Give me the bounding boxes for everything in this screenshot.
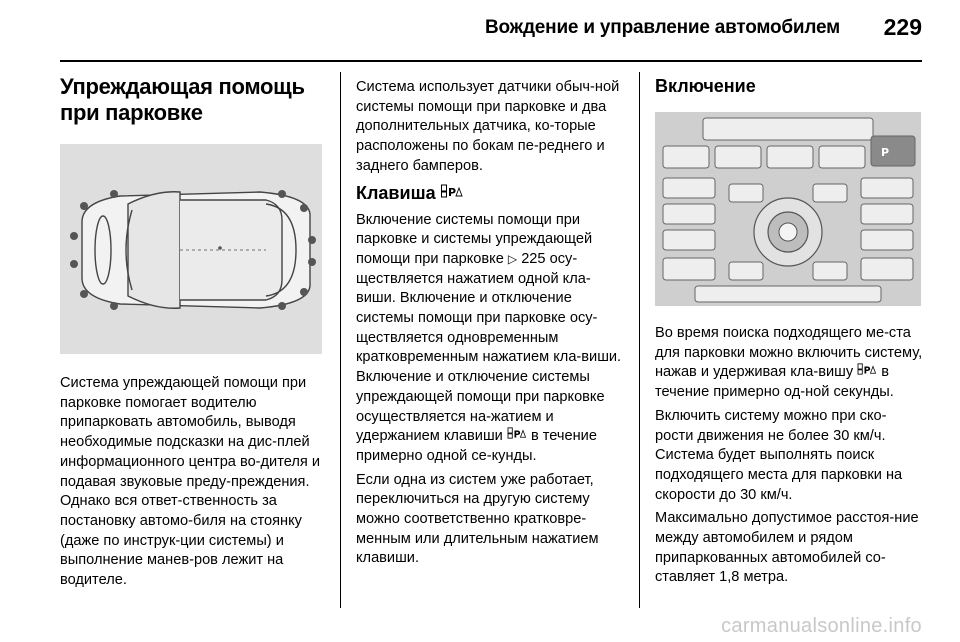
col2-para1 — [356, 211, 624, 467]
center-console-illustration — [655, 112, 921, 306]
col3-para2: Включить систему можно при ско-рости движения не более 30 км/ч. Система будет выполнять поиск подходящего места для парковки на скорости до 30 км/ч. — [655, 407, 903, 503]
parking-assist-key-icon — [507, 427, 527, 447]
svg-text:P: P — [513, 429, 520, 440]
column-1 — [60, 74, 322, 595]
col3-para1 — [655, 324, 923, 403]
col2-para2: Если одна из систем уже работает, переключиться на другую систему можно соответственно кратковре-менным или длительным нажатием клавиши. — [356, 471, 599, 567]
parking-assist-key-icon — [441, 183, 463, 207]
col3-para1-part1: Во время поиска подходящего ме-ста для парковки можно включить систему, нажав и удерживая кла-вишу — [655, 325, 923, 381]
car-sensor-illustration — [60, 144, 322, 354]
key-subtitle-text: Клавиша — [356, 182, 436, 203]
col2-para1-part1: Включение системы помощи при парковке и системы упреждающей помощи при парковке — [356, 211, 593, 267]
svg-text:P: P — [447, 185, 455, 198]
col3-para3: Максимально допустимое расстоя-ние между автомобилем и рядом припаркованных автомобилей со-ставляет 1,8 метра. — [655, 510, 919, 586]
key-subtitle — [356, 181, 624, 207]
activation-subtitle: Включение — [655, 76, 756, 96]
col2-para1-part3: в течение примерно одной се-кунды. — [356, 428, 597, 464]
page-number: 229 — [883, 14, 922, 40]
parking-assist-key-icon — [857, 363, 877, 383]
car-top-view-icon — [60, 144, 322, 354]
watermark: carmanualsonline.info — [721, 615, 922, 637]
svg-text:P: P — [863, 365, 870, 376]
section-title — [60, 74, 322, 126]
page-reference: 225 — [521, 250, 546, 267]
header-rule — [60, 60, 922, 62]
col2-para1-part2: осу-ществляется нажатием одной кла-виши. Включение и отключение системы помощи при парковке осу-ществляется одновременным кратковременным нажатием кла-виши. Включение и отключение системы упреждающей помощи при парковке осуществляется на-жатием и удержанием клавиши — [356, 250, 622, 445]
column-2 — [356, 78, 624, 573]
col2-intro: Система использует датчики обыч-ной системы помощи при парковке и два дополнительных датчика, ко-торые расположены по бокам пе-реднего и заднего бамперов. — [356, 79, 620, 174]
column-divider-1 — [340, 72, 341, 608]
center-console-icon — [655, 112, 921, 306]
section-title-line1: Упреждающая помощь — [60, 74, 305, 99]
page-header — [60, 14, 922, 54]
header-title: Вождение и управление автомобилем — [485, 17, 840, 38]
page-reference-arrow-icon: ▷ — [507, 251, 518, 266]
col1-paragraph: Система упреждающей помощи при парковке помогает водителю припарковать автомобиль, выводя необходимые подсказки на дис-плей информационного центра во-дителя и подавая звуковые преду-преждения. Однако вся ответ-ственность за постановку автомо-биля на стоянку (даже по инструк-ции системы) и выполнение манев-ров лежит на водителе. — [60, 375, 320, 589]
column-divider-2 — [639, 72, 640, 608]
svg-text:P: P — [881, 146, 890, 159]
column-3 — [655, 74, 923, 592]
col3-para1-part2: в течение примерно од-ной секунды. — [655, 364, 894, 401]
section-title-line2: при парковке — [60, 100, 203, 125]
